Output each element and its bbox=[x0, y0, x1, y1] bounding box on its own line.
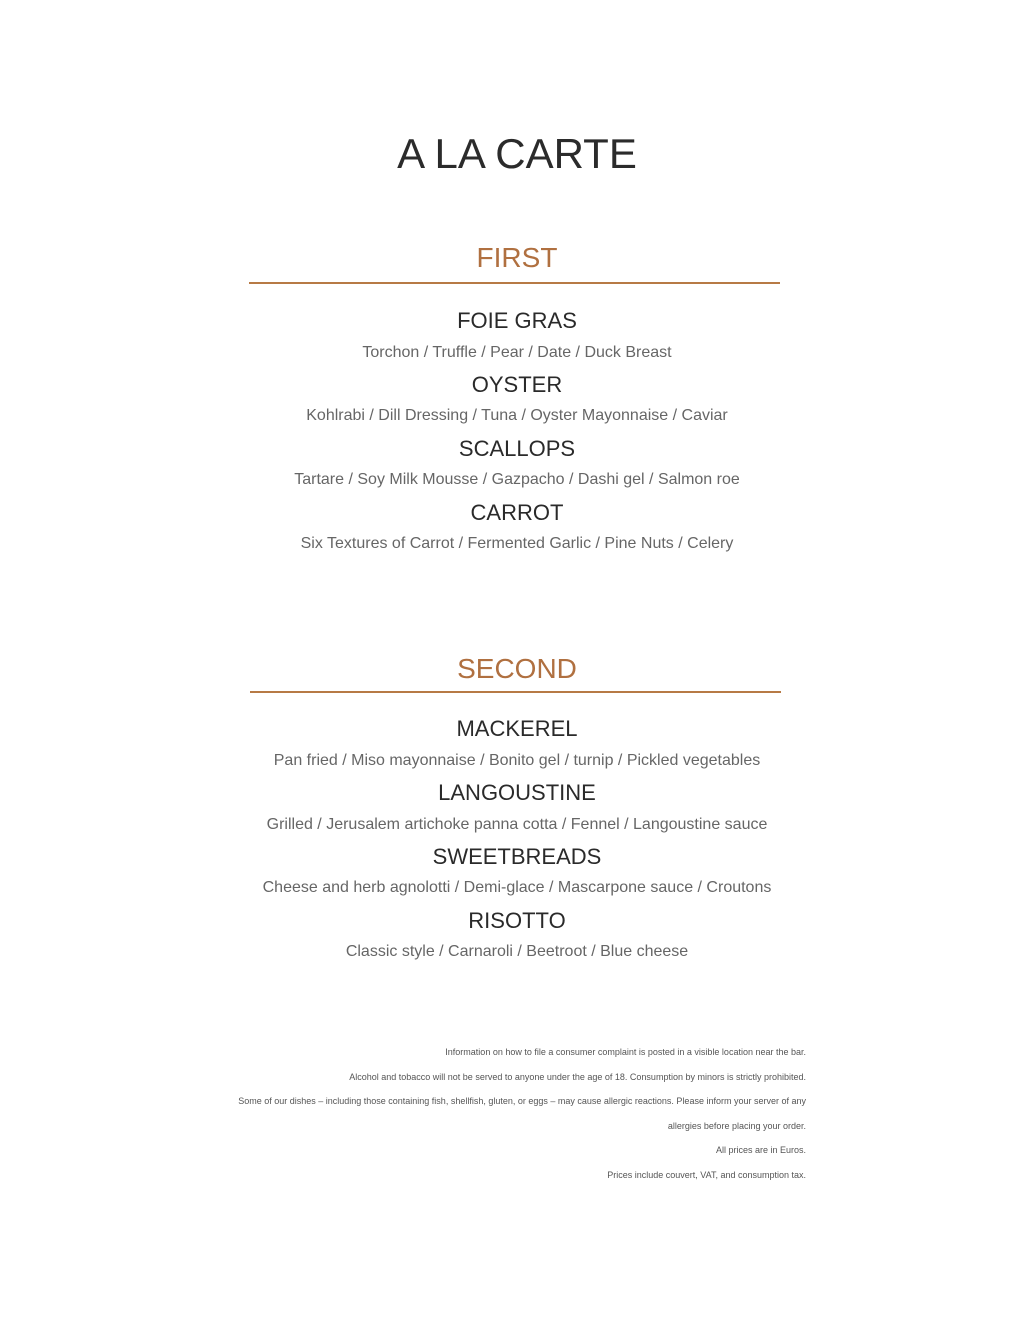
dish-name: SWEETBREADS bbox=[432, 844, 602, 869]
dish-description: Tartare / Soy Milk Mousse / Gazpacho / Dashi gel / Salmon roe bbox=[294, 471, 740, 488]
section-heading-first: FIRST bbox=[476, 242, 558, 273]
note-allergy: Some of our dishes – including those containing fish, shellfish, gluten, or eggs – may cause allergic reactions. Please inform your server of any bbox=[238, 1096, 806, 1106]
dish-name: CARROT bbox=[470, 500, 564, 525]
dish-description: Pan fried / Miso mayonnaise / Bonito gel / turnip / Pickled vegetables bbox=[273, 752, 761, 769]
dish-description: Kohlrabi / Dill Dressing / Tuna / Oyster Mayonnaise / Caviar bbox=[306, 407, 728, 424]
section-heading-second: SECOND bbox=[457, 653, 577, 684]
dish-description: Six Textures of Carrot / Fermented Garlic / Pine Nuts / Celery bbox=[300, 535, 734, 552]
dish-name: OYSTER bbox=[471, 372, 563, 397]
note-allergy-cont: allergies before placing your order. bbox=[667, 1120, 806, 1131]
dish-name: MACKEREL bbox=[456, 716, 578, 741]
dish-description: Cheese and herb agnolotti / Demi-glace / Mascarpone sauce / Croutons bbox=[262, 879, 772, 896]
dish-name: FOIE GRAS bbox=[457, 308, 577, 333]
dish-name: LANGOUSTINE bbox=[438, 780, 596, 805]
note-currency: All prices are in Euros. bbox=[715, 1145, 806, 1155]
dish-description: Grilled / Jerusalem artichoke panna cotta / Fennel / Langoustine sauce bbox=[266, 816, 768, 833]
note-age-restriction: Alcohol and tobacco will not be served to anyone under the age of 18. Consumption by minors is strictly prohibited. bbox=[349, 1071, 806, 1082]
section-divider bbox=[250, 691, 781, 693]
dish-name: SCALLOPS bbox=[458, 436, 576, 461]
note-complaint: Information on how to file a consumer complaint is posted in a visible location near the bar. bbox=[445, 1047, 806, 1057]
dish-name: RISOTTO bbox=[468, 908, 566, 933]
page-title: A LA CARTE bbox=[397, 130, 637, 177]
dish-description: Classic style / Carnaroli / Beetroot / Blue cheese bbox=[345, 943, 689, 960]
note-taxes: Prices include couvert, VAT, and consumption tax. bbox=[607, 1169, 806, 1180]
footer-notes bbox=[170, 1045, 806, 1192]
dish-description: Torchon / Truffle / Pear / Date / Duck Breast bbox=[362, 344, 672, 361]
section-divider bbox=[249, 282, 780, 284]
